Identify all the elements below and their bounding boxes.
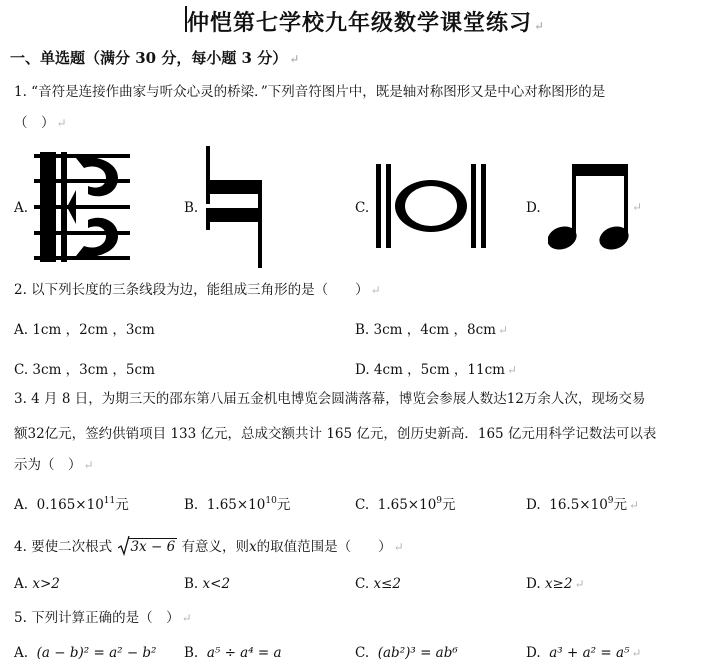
paragraph-mark: ↵ <box>534 19 546 33</box>
beamed-eighth-notes-icon <box>548 160 632 252</box>
q4-option-d: D. x≥2 ↵ <box>526 576 585 592</box>
paragraph-mark: ↵ <box>506 363 518 377</box>
q4-option-c: C. x≤2 <box>355 576 401 592</box>
question-3-line-1: 3. 4 月 8 日，为期三天的邵东第八届五金机电博览会圆满落幕，博览会参展人数达12万余人次，现场交易 <box>14 391 646 407</box>
rest-symbol-icon <box>200 146 270 268</box>
paragraph-mark: ↵ <box>574 577 585 591</box>
radical-sign-icon <box>118 535 130 557</box>
paragraph-mark: ↵ <box>631 646 642 660</box>
paragraph-mark: ↵ <box>629 498 640 512</box>
q3-option-a: A. $0.165\times 10^{11}$元 <box>14 496 129 513</box>
q1-option-a-label: A. <box>14 200 29 216</box>
q4-option-b: B. x<2 <box>184 576 231 592</box>
breve-note-icon <box>374 160 488 252</box>
paragraph-mark: ↵ <box>56 116 67 130</box>
paragraph-mark: ↵ <box>289 52 300 66</box>
paragraph-mark: ↵ <box>370 283 381 297</box>
paragraph-mark: ↵ <box>181 611 192 625</box>
q3-option-b: B. $1.65\times 10^{10}$元 <box>184 496 291 513</box>
q5-option-d: D. a³ + a² = a⁵ ↵ <box>526 645 642 661</box>
q4-option-a: A. x>2 <box>14 576 60 592</box>
q1-option-d-label: D. <box>526 200 541 216</box>
q3-option-d: D. $16.5\times 10^9$元 ↵ <box>526 496 640 513</box>
q5-option-c: C. (ab²)³ = ab⁶ <box>355 645 458 661</box>
paragraph-mark: ↵ <box>632 200 643 214</box>
paragraph-mark: ↵ <box>83 458 94 472</box>
sqrt-expression: 3x − 6 <box>118 537 177 557</box>
page-title: 仲恺第七学校九年级数学课堂练习 ↵ <box>187 10 546 36</box>
question-5-text: 5. 下列计算正确的是（ ） ↵ <box>14 610 192 626</box>
question-1-blank: （ ） ↵ <box>14 115 67 131</box>
question-4-text: 4. 要使二次根式 3x − 6 有意义，则x的取值范围是（ ） ↵ <box>14 537 404 557</box>
section-heading: 一、单选题（满分 30 分，每小题 3 分） ↵ <box>10 49 300 67</box>
q2-option-d: D. 4cm ，5cm ，11cm ↵ <box>355 362 518 378</box>
q1-option-b-label: B. <box>184 200 199 216</box>
paragraph-mark: ↵ <box>393 540 404 554</box>
paragraph-mark: ↵ <box>497 323 509 337</box>
question-1-text: 1. “音符是连接作曲家与听众心灵的桥梁．”下列音符图片中，既是轴对称图形又是中心对称图形的是 <box>14 84 606 100</box>
question-3-line-3: 示为（ ） ↵ <box>14 457 94 473</box>
q2-option-c: C. 3cm ，3cm ，5cm <box>14 362 155 378</box>
alto-clef-icon <box>34 150 134 265</box>
q5-option-a: A. (a − b)² = a² − b² <box>14 645 157 661</box>
q5-option-b: B. a⁵ ÷ a⁴ = a <box>184 645 282 661</box>
q2-option-b: B. 3cm ，4cm ，8cm ↵ <box>355 322 509 338</box>
question-3-line-2: 额32亿元，签约供销项目 133 亿元，总成交额共计 165 亿元，创历史新高．165 亿元用科学记数法可以表 <box>14 426 657 442</box>
q3-option-c: C. $1.65\times 10^9$元 <box>355 496 456 513</box>
q1-option-c-label: C. <box>355 200 370 216</box>
question-2-text: 2. 以下列长度的三条线段为边，能组成三角形的是（ ） ↵ <box>14 282 381 298</box>
q2-option-a: A. 1cm ，2cm ，3cm <box>14 322 155 338</box>
